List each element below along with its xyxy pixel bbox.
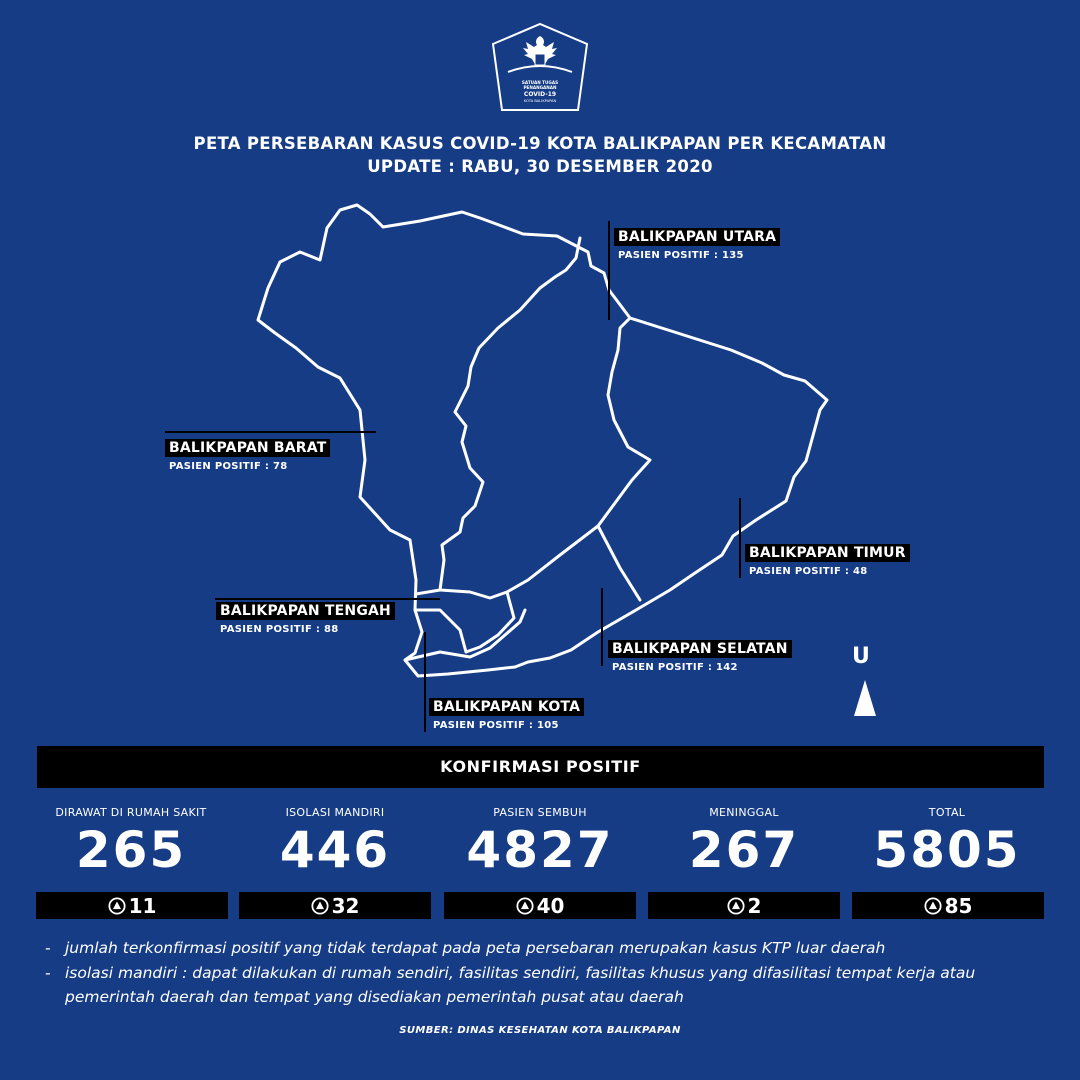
source-credit: SUMBER: DINAS KESEHATAN KOTA BALIKPAPAN xyxy=(399,1025,681,1036)
page-title: PETA PERSEBARAN KASUS COVID-19 KOTA BALIKPAPAN PER KECAMATAN xyxy=(193,134,887,153)
delta-hospitalized xyxy=(36,892,228,919)
stat-value: 267 xyxy=(688,821,800,879)
district-name: BALIKPAPAN TENGAH xyxy=(216,602,395,620)
delta-value: 40 xyxy=(536,893,565,918)
update-date: UPDATE : RABU, 30 DESEMBER 2020 xyxy=(367,157,713,176)
delta-value: 32 xyxy=(331,893,360,918)
district-name: BALIKPAPAN UTARA xyxy=(614,228,780,246)
stat-label: ISOLASI MANDIRI xyxy=(285,806,385,819)
logo-text-3: COVID-19 xyxy=(523,91,557,98)
footnote-item xyxy=(45,936,1045,961)
stat-label: PASIEN SEMBUH xyxy=(493,806,587,819)
stat-hospitalized xyxy=(29,800,233,879)
increase-triangle-icon xyxy=(108,897,126,915)
logo-text-1: SATUAN TUGAS xyxy=(521,80,559,85)
stat-recovered xyxy=(438,800,642,879)
stat-value: 265 xyxy=(75,821,187,879)
logo-text-4: KOTA BALIKPAPAN xyxy=(523,99,557,103)
district-label-selatan xyxy=(608,640,792,673)
district-label-timur xyxy=(745,544,910,577)
increase-triangle-icon xyxy=(311,897,329,915)
summary-heading: KONFIRMASI POSITIF xyxy=(37,746,1044,788)
stat-value: 446 xyxy=(279,821,391,879)
district-name: BALIKPAPAN BARAT xyxy=(165,439,330,457)
delta-value: 2 xyxy=(747,893,762,918)
district-positive-count: PASIEN POSITIF : 135 xyxy=(618,250,744,261)
map-divider-utara-timur xyxy=(440,318,650,598)
north-arrow-icon xyxy=(852,678,878,718)
footnote-text: isolasi mandiri : dapat dilakukan di rumah sendiri, fasilitas sendiri, fasilitas khusus yang difasilitasi tempat kerja atau pemerintah daerah dan tempat yang disediakan pemerintah pusat atau daerah xyxy=(65,963,976,1006)
footnote-text: jumlah terkonfirmasi positif yang tidak terdapat pada peta persebaran merupakan kasus KTP luar daerah xyxy=(65,939,886,957)
stat-value: 5805 xyxy=(873,821,1021,879)
stat-label: DIRAWAT DI RUMAH SAKIT xyxy=(55,806,207,819)
stat-total xyxy=(845,800,1049,879)
stat-self-isolation xyxy=(233,800,437,879)
delta-value: 85 xyxy=(944,893,973,918)
stat-deceased xyxy=(642,800,846,879)
stat-label: TOTAL xyxy=(928,806,966,819)
map-divider-selatan-timur xyxy=(598,526,640,600)
north-label: U xyxy=(852,644,870,669)
district-positive-count: PASIEN POSITIF : 88 xyxy=(220,624,339,635)
footnote-item xyxy=(45,961,1045,1010)
increase-triangle-icon xyxy=(924,897,942,915)
district-label-kota xyxy=(429,698,584,731)
increase-triangle-icon xyxy=(727,897,745,915)
district-positive-count: PASIEN POSITIF : 105 xyxy=(433,720,559,731)
map-divider-barat-utara xyxy=(416,238,580,594)
district-label-barat xyxy=(165,439,330,472)
delta-recovered xyxy=(444,892,636,919)
bullet-dash: - xyxy=(45,939,51,957)
district-positive-count: PASIEN POSITIF : 78 xyxy=(169,461,288,472)
increase-triangle-icon xyxy=(516,897,534,915)
district-positive-count: PASIEN POSITIF : 48 xyxy=(749,566,868,577)
district-name: BALIKPAPAN TIMUR xyxy=(745,544,910,562)
district-label-tengah xyxy=(216,602,395,635)
delta-self-isolation xyxy=(239,892,431,919)
stat-label: MENINGGAL xyxy=(709,806,779,819)
footnotes xyxy=(45,936,1045,1010)
map-divider-tengah xyxy=(415,592,514,652)
district-label-utara xyxy=(614,228,780,261)
bullet-dash: - xyxy=(45,963,51,982)
district-positive-count: PASIEN POSITIF : 142 xyxy=(612,662,738,673)
district-name: BALIKPAPAN SELATAN xyxy=(608,640,792,658)
logo-text-2: PENANGANAN xyxy=(523,85,557,90)
delta-deceased xyxy=(648,892,840,919)
delta-total xyxy=(852,892,1044,919)
stat-value: 4827 xyxy=(466,821,614,879)
delta-value: 11 xyxy=(128,893,157,918)
district-name: BALIKPAPAN KOTA xyxy=(429,698,584,716)
